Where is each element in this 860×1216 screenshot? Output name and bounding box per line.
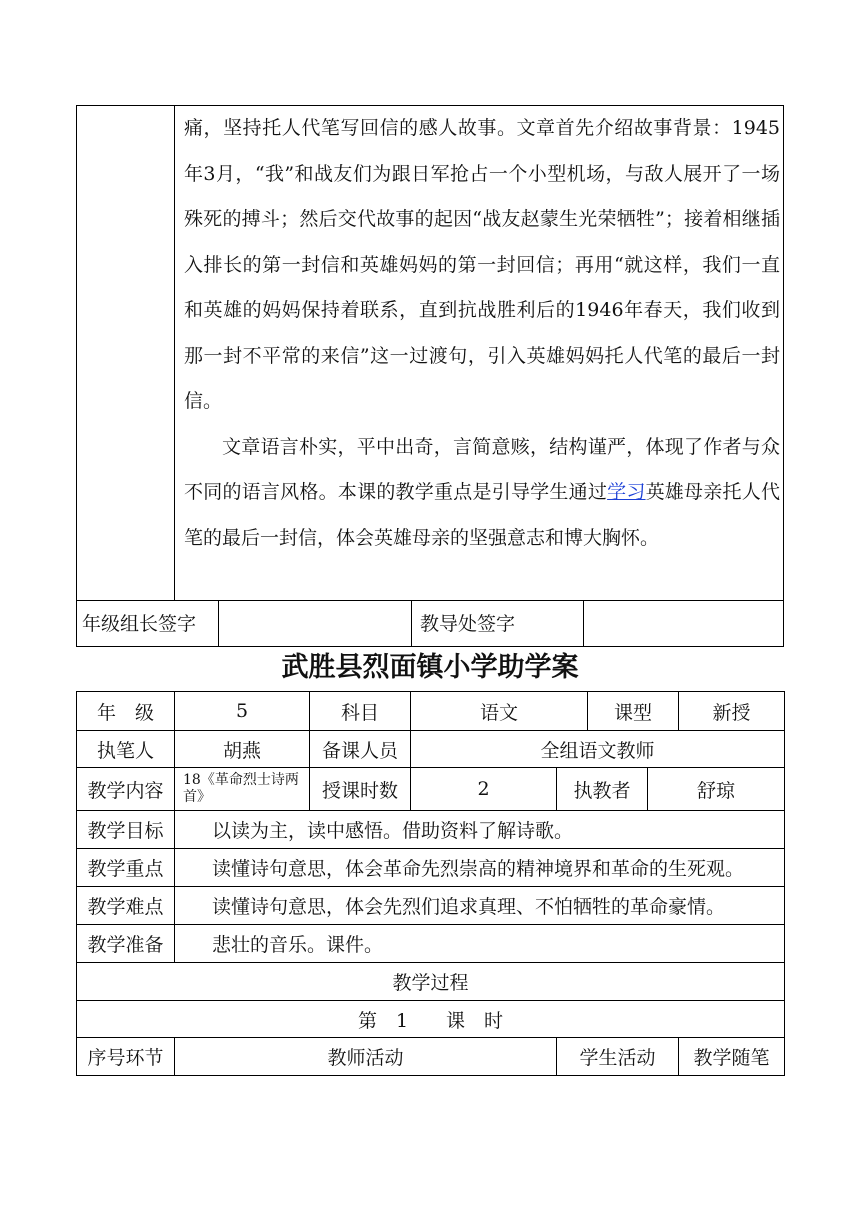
grade-leader-sign-label: 年级组长签字 — [82, 613, 197, 635]
table-border — [583, 600, 584, 647]
table-row — [77, 963, 785, 1001]
table-border — [76, 600, 784, 601]
column-header-step: 序号环节 — [77, 1038, 175, 1076]
subject-value: 语文 — [411, 692, 588, 731]
grade-value: 5 — [175, 692, 310, 731]
analysis-paragraph-2 — [184, 425, 780, 562]
column-header-student: 学生活动 — [557, 1038, 679, 1076]
grade-label: 年 级 — [77, 692, 175, 731]
table-row — [77, 731, 785, 768]
subject-label: 科目 — [310, 692, 411, 731]
analysis-text — [184, 106, 780, 561]
prep-staff-label: 备课人员 — [310, 731, 411, 768]
table-row — [77, 887, 785, 925]
office-sign-label: 教导处签字 — [420, 613, 516, 635]
table-border — [411, 600, 412, 647]
process-title: 教学过程 — [77, 963, 785, 1001]
paragraph-text: 英雄母亲托人代笔的最后一封信，体会英雄母亲的坚强意志和博大胸怀。 — [184, 481, 780, 549]
teacher-label: 执教者 — [557, 768, 648, 811]
study-link[interactable]: 学习 — [607, 481, 646, 503]
table-border — [76, 105, 77, 647]
teacher-value: 舒琼 — [648, 768, 785, 811]
content-value: 18《革命烈士诗两首》 — [175, 768, 310, 811]
author-label: 执笔人 — [77, 731, 175, 768]
content-label: 教学内容 — [77, 768, 175, 811]
lesson-type-value: 新授 — [679, 692, 785, 731]
table-row — [77, 811, 785, 849]
lesson-number: 第 1 课 时 — [77, 1001, 785, 1038]
goal-label: 教学目标 — [77, 811, 175, 849]
paragraph-text: 文章语言朴实，平中出奇，言简意赅，结构谨严，体现了作者与众不同的语言风格。本课的教学重点是引导学生通过 — [184, 435, 780, 503]
difficulty-value: 读懂诗句意思，体会先烈们追求真理、不怕牺牲的革命豪情。 — [175, 887, 785, 925]
table-row — [77, 692, 785, 731]
table-row — [77, 1038, 785, 1076]
column-header-notes: 教学随笔 — [679, 1038, 785, 1076]
table-border — [783, 105, 784, 647]
lesson-type-label: 课型 — [588, 692, 679, 731]
hours-label: 授课时数 — [310, 768, 411, 811]
analysis-paragraph-1: 痛，坚持托人代笔写回信的感人故事。文章首先介绍故事背景：1945年3月，“我”和战友们为跟日军抢占一个小型机场，与敌人展开了一场殊死的搏斗；然后交代故事的起因“战友赵蒙生光荣牺牲”；接着相继插入排长的第一封信和英雄妈妈的第一封回信；再用“就这样，我们一直和英雄的妈妈保持着联系，直到抗战胜利后的1946年春天，我们收到那一封不平常的来信”这一过渡句，引入英雄妈妈托人代笔的最后一封信。 — [184, 117, 780, 412]
table-row — [77, 768, 785, 811]
table-row — [77, 1001, 785, 1038]
table-border — [218, 600, 219, 647]
hours-value: 2 — [411, 768, 557, 811]
table-border — [174, 105, 175, 601]
author-value: 胡燕 — [175, 731, 310, 768]
lesson-plan-table — [76, 691, 785, 1076]
goal-value: 以读为主，读中感悟。借助资料了解诗歌。 — [175, 811, 785, 849]
key-point-label: 教学重点 — [77, 849, 175, 887]
column-header-teacher: 教师活动 — [175, 1038, 557, 1076]
prep-staff-value: 全组语文教师 — [411, 731, 785, 768]
preparation-value: 悲壮的音乐。课件。 — [175, 925, 785, 963]
difficulty-label: 教学难点 — [77, 887, 175, 925]
document-title: 武胜县烈面镇小学助学案 — [281, 652, 579, 683]
table-row — [77, 925, 785, 963]
key-point-value: 读懂诗句意思，体会革命先烈崇高的精神境界和革命的生死观。 — [175, 849, 785, 887]
table-border — [76, 646, 784, 647]
preparation-label: 教学准备 — [77, 925, 175, 963]
table-row — [77, 849, 785, 887]
